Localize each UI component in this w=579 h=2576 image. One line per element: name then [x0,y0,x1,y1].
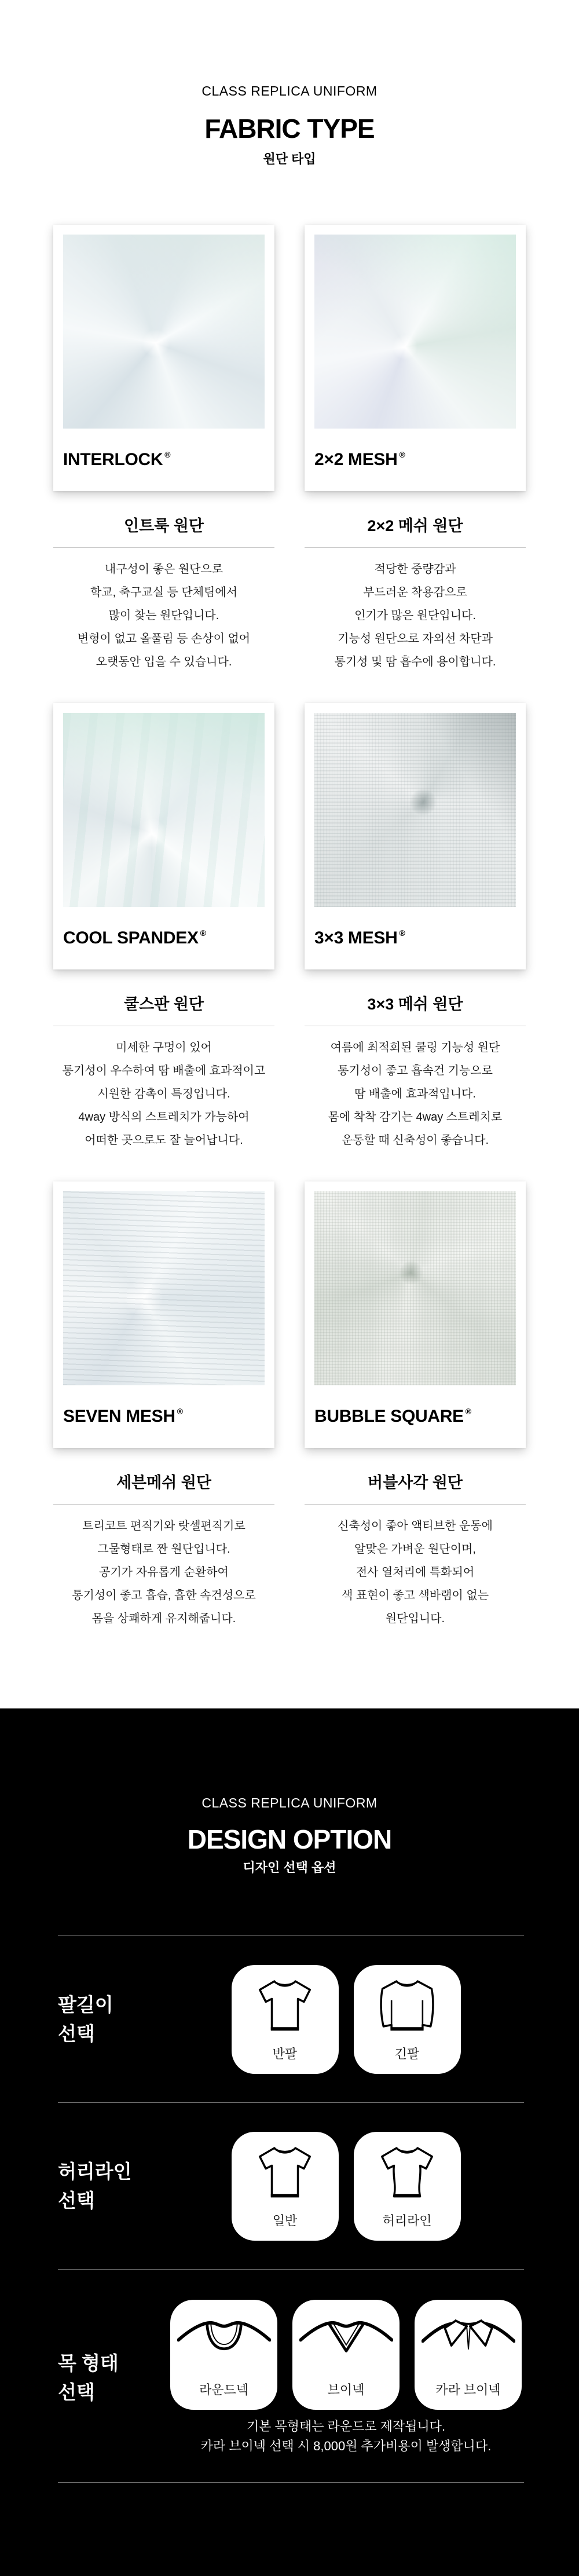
design-option-section [0,1708,579,2576]
design-section-title: DESIGN OPTION [187,1824,392,1854]
fabric-name-text: COOL SPANDEX [63,928,199,947]
design-group-label [58,1990,168,2048]
option-card[interactable] [415,2300,522,2410]
registered-mark: ® [200,928,206,938]
description-line: 부드러운 착용감으로 [363,586,467,599]
option-card[interactable] [292,2300,400,2410]
description-line: 공기가 자유롭게 순환하여 [99,1566,229,1579]
fabric-name [314,429,516,491]
group-label-line: 허리라인 [58,2161,132,2182]
description-line: 땀 배출에 효과적입니다. [354,1088,476,1100]
description-line: 통기성이 좋고 흡습, 흡한 속건성으로 [72,1589,256,1602]
description-line: 전사 열처리에 특화되어 [356,1566,475,1579]
option-row [168,2132,524,2241]
fabric-swatch-card [305,225,526,491]
fabric-description [53,558,274,674]
option-card[interactable] [232,1965,339,2074]
fabric-photo [314,713,516,907]
description-line: 학교, 축구교실 등 단체팀에서 [90,586,238,599]
design-bottom-divider [58,2482,524,2483]
registered-mark: ® [399,450,405,459]
description-line: 몸을 상쾌하게 유지해줍니다. [91,1612,236,1625]
option-label: 카라 브이넥 [435,2383,501,2397]
design-group-label [58,2349,168,2407]
fabric-description [53,1036,274,1152]
fabric-swatch-card [305,1181,526,1448]
description-line: 내구성이 좋은 원단으로 [104,563,223,576]
v-neck-icon [292,2312,400,2368]
collar-v-neck-icon [415,2312,522,2368]
short-sleeve-tshirt-icon [232,1978,339,2034]
description-line: 통기성이 우수하여 땀 배출에 효과적이고 [62,1064,266,1077]
fabric-heading: 세븐메쉬 원단 [116,1474,211,1491]
fabric-name [63,1385,265,1448]
fabric-name [314,1385,516,1448]
fabric-name [63,429,265,491]
group-label-line: 선택 [58,2381,95,2403]
fabric-description [305,558,526,674]
option-row [168,1965,524,2074]
fabric-description [53,1514,274,1630]
fabric-name-text: BUBBLE SQUARE [314,1407,464,1426]
fabric-card-cell [53,225,274,674]
waistline-tshirt-icon [354,2145,461,2201]
option-card[interactable] [232,2132,339,2241]
design-group-options [168,2300,524,2456]
description-line: 신축성이 좋아 액티브한 운동에 [338,1520,493,1532]
fabric-swatch-card [53,703,274,969]
description-line: 미세한 구멍이 있어 [116,1041,212,1054]
description-line: 통기성이 좋고 흡속건 기능으로 [338,1064,493,1077]
fabric-grid [0,225,579,1630]
fabric-name [314,907,516,969]
option-label: 허리라인 [382,2213,432,2228]
fabric-heading: 버블사각 원단 [368,1474,463,1491]
design-group-options [168,1965,524,2074]
fabric-divider [53,547,274,548]
description-line: 변형이 없고 올풀림 등 손상이 없어 [77,632,251,645]
description-line: 트리코트 편직기와 랏셀편직기로 [82,1520,245,1532]
fabric-card-cell [305,225,526,674]
fabric-card-cell [53,1181,274,1630]
design-group-label [58,2157,168,2215]
option-label: 브이넥 [327,2383,365,2397]
description-line: 원단입니다. [385,1612,445,1625]
description-line: 알맞은 가벼운 원단이며, [354,1543,476,1556]
design-rows [58,1935,524,2483]
description-line: 오랫동안 입을 수 있습니다. [96,656,232,668]
description-line: 그물형태로 짠 원단입니다. [97,1543,230,1556]
fabric-section-eyebrow: CLASS REPLICA UNIFORM [201,83,378,98]
description-line: 운동할 때 신축성이 좋습니다. [341,1134,489,1147]
design-note-line: 카라 브이넥 선택 시 8,000원 추가비용이 발생합니다. [200,2439,492,2453]
description-line: 기능성 원단으로 자외선 차단과 [338,632,493,645]
fabric-photo [63,713,265,907]
option-label: 반팔 [272,2047,298,2061]
fabric-heading: 2×2 메쉬 원단 [367,517,463,535]
registered-mark: ® [177,1407,183,1416]
option-card[interactable] [170,2300,277,2410]
fabric-name-text: 3×3 MESH [314,928,398,947]
fabric-card-cell [305,1181,526,1630]
description-line: 색 표현이 좋고 색바램이 없는 [341,1589,489,1602]
fabric-name-text: 2×2 MESH [314,450,398,469]
round-neck-icon [170,2312,277,2368]
straight-fit-tshirt-icon [232,2145,339,2201]
design-section-eyebrow: CLASS REPLICA UNIFORM [201,1795,378,1810]
fabric-divider [305,547,526,548]
group-label-line: 팔길이 [58,1994,113,2015]
long-sleeve-tshirt-icon [354,1978,461,2034]
description-line: 인기가 많은 원단입니다. [354,609,476,622]
fabric-heading: 인트룩 원단 [124,517,204,535]
design-note-line: 기본 목형태는 라운드로 제작됩니다. [246,2419,446,2434]
fabric-heading: 3×3 메쉬 원단 [367,996,463,1013]
description-line: 몸에 착착 감기는 4way 스트레치로 [328,1111,503,1124]
fabric-card-cell [305,703,526,1152]
fabric-description [305,1036,526,1152]
fabric-divider [53,1504,274,1505]
design-option-group [58,2269,524,2482]
fabric-section-subtitle: 원단 타입 [263,152,316,166]
fabric-name-text: SEVEN MESH [63,1407,175,1426]
fabric-swatch-card [305,703,526,969]
group-label-line: 선택 [58,2023,95,2044]
fabric-swatch-card [53,225,274,491]
description-line: 여름에 최적회된 쿨링 기능성 원단 [330,1041,500,1054]
description-line: 어떠한 곳으로도 잘 늘어납니다. [85,1134,243,1147]
option-label: 긴팔 [394,2047,420,2061]
description-line: 통기성 및 땀 흡수에 용이합니다. [334,656,496,668]
option-label: 일반 [272,2213,298,2228]
fabric-name [63,907,265,969]
option-card[interactable] [354,2132,461,2241]
fabric-photo [314,1191,516,1385]
fabric-name-text: INTERLOCK [63,450,163,469]
registered-mark: ® [465,1407,471,1416]
fabric-section-title: FABRIC TYPE [204,114,375,144]
option-row [168,2300,524,2410]
design-option-group [58,1935,524,2102]
description-line: 4way 방식의 스트레치가 가능하여 [78,1111,250,1124]
fabric-divider [305,1504,526,1505]
group-label-line: 선택 [58,2190,95,2211]
design-option-group [58,2102,524,2269]
fabric-photo [63,235,265,429]
registered-mark: ® [399,928,405,938]
design-note [168,2417,524,2456]
group-label-line: 목 형태 [58,2352,119,2374]
fabric-photo [63,1191,265,1385]
fabric-swatch-card [53,1181,274,1448]
fabric-photo [314,235,516,429]
description-line: 시원한 감촉이 특징입니다. [97,1088,230,1100]
fabric-card-cell [53,703,274,1152]
option-label: 라운드넥 [199,2383,248,2397]
fabric-heading: 쿨스판 원단 [124,996,204,1013]
fabric-description [305,1514,526,1630]
design-group-options [168,2132,524,2241]
option-card[interactable] [354,1965,461,2074]
description-line: 많이 찾는 원단입니다. [108,609,219,622]
description-line: 적당한 중량감과 [374,563,456,576]
design-section-subtitle: 디자인 선택 옵션 [243,1860,336,1875]
registered-mark: ® [164,450,171,459]
